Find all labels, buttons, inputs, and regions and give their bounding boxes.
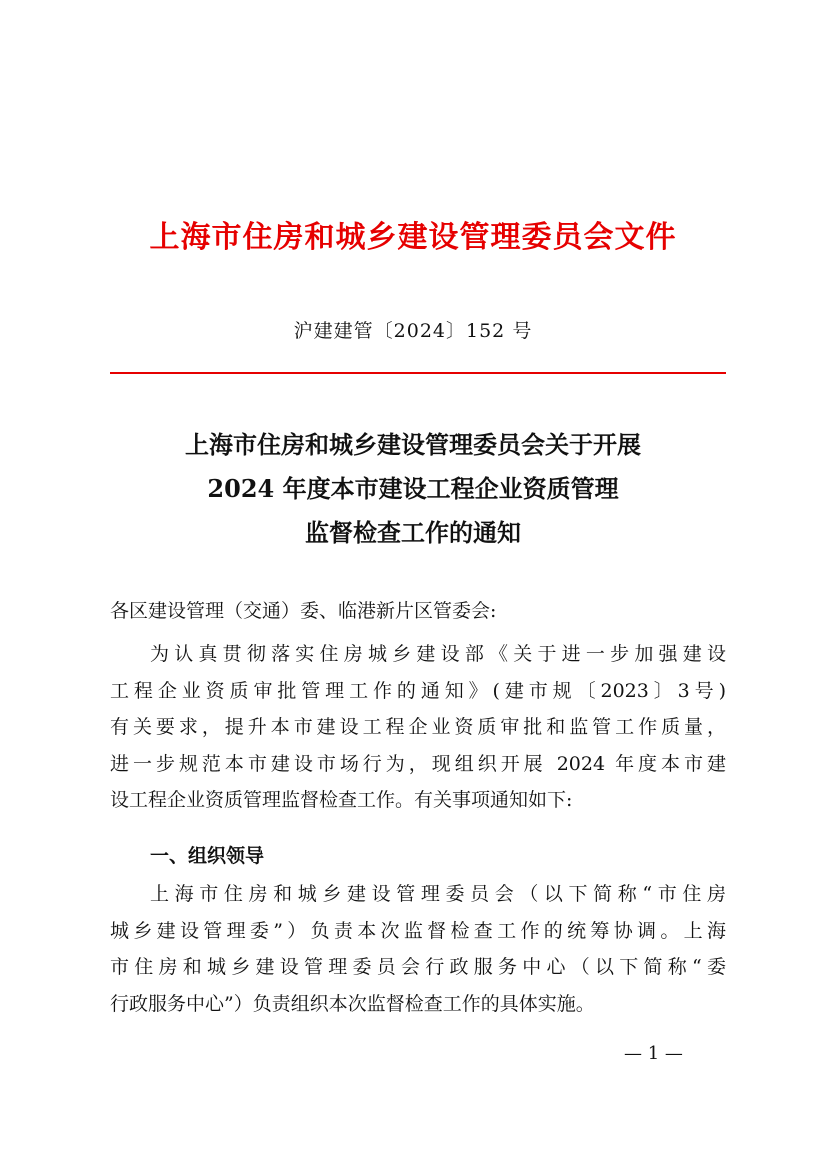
notice-title-line: 上海市住房和城乡建设管理委员会关于开展	[185, 430, 641, 459]
paragraph-line: 行政服务中心”）负责组织本次监督检查工作的具体实施。	[110, 992, 595, 1015]
paragraph-line: 上海市住房和城乡建设管理委员会（以下简称“市住房	[150, 883, 726, 905]
paragraph-line: 城乡建设管理委”）负责本次监督检查工作的统筹协调。上海	[110, 919, 726, 942]
section-paragraph	[110, 876, 726, 1022]
intro-paragraph	[110, 636, 726, 819]
paragraph-line: 工程企业资质审批管理工作的通知》(建市规〔2023〕3号)	[110, 679, 726, 702]
header-divider	[110, 372, 726, 374]
paragraph-line: 有关要求，提升本市建设工程企业资质审批和监管工作质量，	[110, 716, 726, 738]
addressee: 各区建设管理（交通）委、临港新片区管委会:	[110, 600, 497, 622]
paragraph-line: 设工程企业资质管理监督检查工作。有关事项通知如下:	[110, 789, 573, 811]
paragraph-line: 进一步规范本市建设市场行为，现组织开展 2024 年度本市建	[110, 752, 726, 775]
page-number: — 1 —	[624, 1043, 683, 1064]
notice-title-line: 监督检查工作的通知	[305, 518, 521, 547]
notice-title-line: 2024 年度本市建设工程企业资质管理	[207, 474, 619, 503]
paragraph-line: 市住房和城乡建设管理委员会行政服务中心（以下简称“委	[110, 956, 726, 978]
document-header-title: 上海市住房和城乡建设管理委员会文件	[149, 220, 677, 255]
paragraph-line: 为认真贯彻落实住房城乡建设部《关于进一步加强建设	[150, 643, 726, 665]
document-number: 沪建建管〔2024〕152 号	[293, 320, 533, 342]
section-heading: 一、组织领导	[150, 845, 265, 867]
notice-title	[0, 423, 826, 555]
